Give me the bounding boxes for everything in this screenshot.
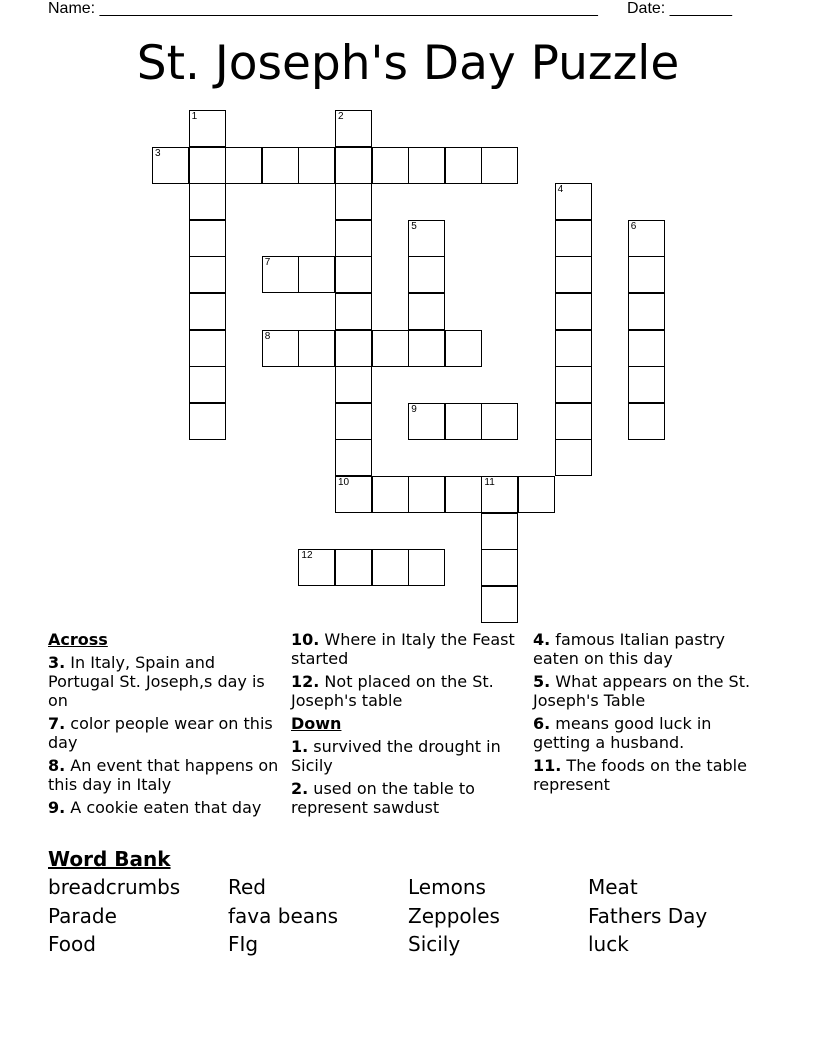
grid-cell[interactable] xyxy=(408,256,445,293)
grid-cell[interactable] xyxy=(628,366,665,403)
clue-number: 1 xyxy=(191,111,198,122)
grid-cell[interactable] xyxy=(555,220,592,257)
clue-column-1 xyxy=(48,630,283,821)
grid-cell[interactable] xyxy=(372,549,409,586)
clue-number: 10 xyxy=(338,477,350,488)
clue-column-3 xyxy=(533,630,768,798)
word-bank-item: FIg xyxy=(228,932,259,956)
grid-cell[interactable] xyxy=(189,256,226,293)
clue-number: 2 xyxy=(338,111,344,122)
grid-cell[interactable] xyxy=(262,147,299,184)
grid-cell[interactable] xyxy=(445,403,482,440)
clue-number: 9 xyxy=(411,403,417,415)
clue xyxy=(48,756,283,794)
clue-text: In Italy, Spain and Portugal St. Joseph,s day is on xyxy=(48,653,265,710)
grid-cell[interactable] xyxy=(408,476,445,513)
clue xyxy=(291,779,526,817)
clue-text: used on the table to represent sawdust xyxy=(291,779,475,817)
word-bank-item: fava beans xyxy=(228,903,339,928)
word-bank-item: Sicily xyxy=(408,932,461,956)
down-clue-list xyxy=(291,737,526,817)
date-field-label: Date: _______ xyxy=(627,0,732,17)
grid-cell[interactable] xyxy=(189,330,226,367)
grid-cell[interactable] xyxy=(481,147,518,184)
clue-number-label: 9. xyxy=(48,798,66,817)
grid-cell[interactable] xyxy=(555,439,592,476)
grid-cell[interactable] xyxy=(189,220,226,257)
clue-text: means good luck in getting a husband. xyxy=(533,714,712,752)
clue-text: Not placed on the St. Joseph's table xyxy=(291,672,494,710)
grid-cell[interactable] xyxy=(408,403,445,440)
down-clue-list-cont xyxy=(533,630,768,794)
clue-text: The foods on the table represent xyxy=(533,756,747,794)
grid-cell[interactable] xyxy=(481,513,518,550)
grid-cell[interactable] xyxy=(445,330,482,367)
word-bank-item: Red xyxy=(228,875,266,899)
clue-number-label: 6. xyxy=(533,714,551,733)
clue-text: Where in Italy the Feast started xyxy=(291,630,515,668)
clue-number-label: 4. xyxy=(533,630,551,649)
word-bank-title: Word Bank xyxy=(48,847,171,871)
grid-cell[interactable] xyxy=(335,110,372,147)
clue xyxy=(533,714,768,752)
grid-cell[interactable] xyxy=(628,330,665,367)
clue-text: color people wear on this day xyxy=(48,714,273,752)
clue-number-label: 12. xyxy=(291,672,320,691)
grid-cell[interactable] xyxy=(481,549,518,586)
across-clue-list xyxy=(48,653,283,817)
grid-cell[interactable] xyxy=(335,476,372,513)
clue-number-label: 8. xyxy=(48,756,66,775)
grid-cell[interactable] xyxy=(335,366,372,403)
clue-number: 8 xyxy=(264,330,271,342)
grid-cell[interactable] xyxy=(189,366,226,403)
grid-cell[interactable] xyxy=(555,293,592,330)
grid-cell[interactable] xyxy=(372,147,409,184)
across-heading: Across xyxy=(48,630,108,649)
grid-cell[interactable] xyxy=(372,476,409,513)
clue-number-label: 10. xyxy=(291,630,320,649)
clue xyxy=(291,672,526,710)
name-field-label: Name: ________________________________________________________ xyxy=(48,0,598,17)
grid-cell[interactable] xyxy=(335,256,372,293)
grid-cell[interactable] xyxy=(189,110,226,147)
grid-cell[interactable] xyxy=(262,330,299,367)
clue xyxy=(533,756,768,794)
clue xyxy=(291,630,526,668)
word-bank-item: Meat xyxy=(588,875,638,899)
word-bank-item: Food xyxy=(48,932,96,956)
clue-text: An event that happens on this day in Italy xyxy=(48,756,279,794)
clue-text: famous Italian pastry eaten on this day xyxy=(533,630,726,668)
grid-cell[interactable] xyxy=(189,147,226,184)
grid-cell[interactable] xyxy=(152,147,189,184)
grid-cell[interactable] xyxy=(225,147,262,184)
grid-cell[interactable] xyxy=(408,293,445,330)
grid-cell[interactable] xyxy=(189,403,226,440)
clue-number: 3 xyxy=(155,147,161,159)
grid-cell[interactable] xyxy=(335,220,372,257)
clue-number-label: 7. xyxy=(48,714,66,733)
clue-text: What appears on the St. Joseph's Table xyxy=(533,672,751,710)
clue xyxy=(291,737,526,775)
grid-cell[interactable] xyxy=(335,549,372,586)
clue-number-label: 3. xyxy=(48,653,66,672)
grid-cell[interactable] xyxy=(335,183,372,220)
grid-cell[interactable] xyxy=(555,330,592,367)
grid-cell[interactable] xyxy=(481,403,518,440)
clue xyxy=(48,714,283,752)
grid-cell[interactable] xyxy=(555,403,592,440)
clue-number-label: 11. xyxy=(533,756,562,775)
grid-cell[interactable] xyxy=(335,147,372,184)
grid-cell[interactable] xyxy=(408,330,445,367)
down-heading: Down xyxy=(291,714,342,733)
word-bank-item: Parade xyxy=(48,903,117,928)
grid-cell[interactable] xyxy=(298,256,335,293)
grid-cell[interactable] xyxy=(335,439,372,476)
grid-cell[interactable] xyxy=(408,220,445,257)
word-bank-item: Fathers Day xyxy=(588,903,708,928)
word-bank-item: Zeppoles xyxy=(408,903,500,928)
grid-cell[interactable] xyxy=(298,549,335,586)
clue-number: 4 xyxy=(557,184,564,196)
clue-number-label: 1. xyxy=(291,737,309,756)
clue-number-label: 5. xyxy=(533,672,551,691)
clue-number: 7 xyxy=(264,257,271,269)
grid-cell[interactable] xyxy=(555,366,592,403)
word-bank-item: luck xyxy=(588,932,629,956)
grid-cell[interactable] xyxy=(628,220,665,257)
grid-cell[interactable] xyxy=(628,403,665,440)
clue xyxy=(533,672,768,710)
grid-cell[interactable] xyxy=(298,147,335,184)
clue-number: 12 xyxy=(301,550,313,562)
clue-text: A cookie eaten that day xyxy=(65,798,262,817)
grid-cell[interactable] xyxy=(335,293,372,330)
grid-cell[interactable] xyxy=(298,330,335,367)
clue-number: 11 xyxy=(484,477,495,488)
word-bank-item: breadcrumbs xyxy=(48,875,181,899)
grid-cell[interactable] xyxy=(408,549,445,586)
clue-number: 6 xyxy=(630,220,637,232)
clue-number-label: 2. xyxy=(291,779,309,798)
grid-cell[interactable] xyxy=(445,147,482,184)
grid-cell[interactable] xyxy=(481,586,518,623)
grid-cell[interactable] xyxy=(189,293,226,330)
grid-cell[interactable] xyxy=(481,476,518,513)
clue-text: survived the drought in Sicily xyxy=(291,737,501,775)
clue xyxy=(48,653,283,710)
clue-column-2 xyxy=(291,630,526,821)
clue xyxy=(48,798,283,817)
grid-cell[interactable] xyxy=(555,183,592,220)
grid-cell[interactable] xyxy=(408,147,445,184)
grid-cell[interactable] xyxy=(628,293,665,330)
grid-cell[interactable] xyxy=(518,476,555,513)
clue xyxy=(533,630,768,668)
grid-cell[interactable] xyxy=(189,183,226,220)
clue-number: 5 xyxy=(411,220,417,232)
grid-cell[interactable] xyxy=(335,403,372,440)
across-clue-list-cont xyxy=(291,630,526,710)
grid-cell[interactable] xyxy=(262,256,299,293)
grid-cell[interactable] xyxy=(445,476,482,513)
grid-cell[interactable] xyxy=(372,330,409,367)
word-bank-item: Lemons xyxy=(408,875,486,899)
grid-cell[interactable] xyxy=(628,256,665,293)
grid-cell[interactable] xyxy=(335,330,372,367)
grid-cell[interactable] xyxy=(555,256,592,293)
page-title: St. Joseph's Day Puzzle xyxy=(136,36,680,91)
